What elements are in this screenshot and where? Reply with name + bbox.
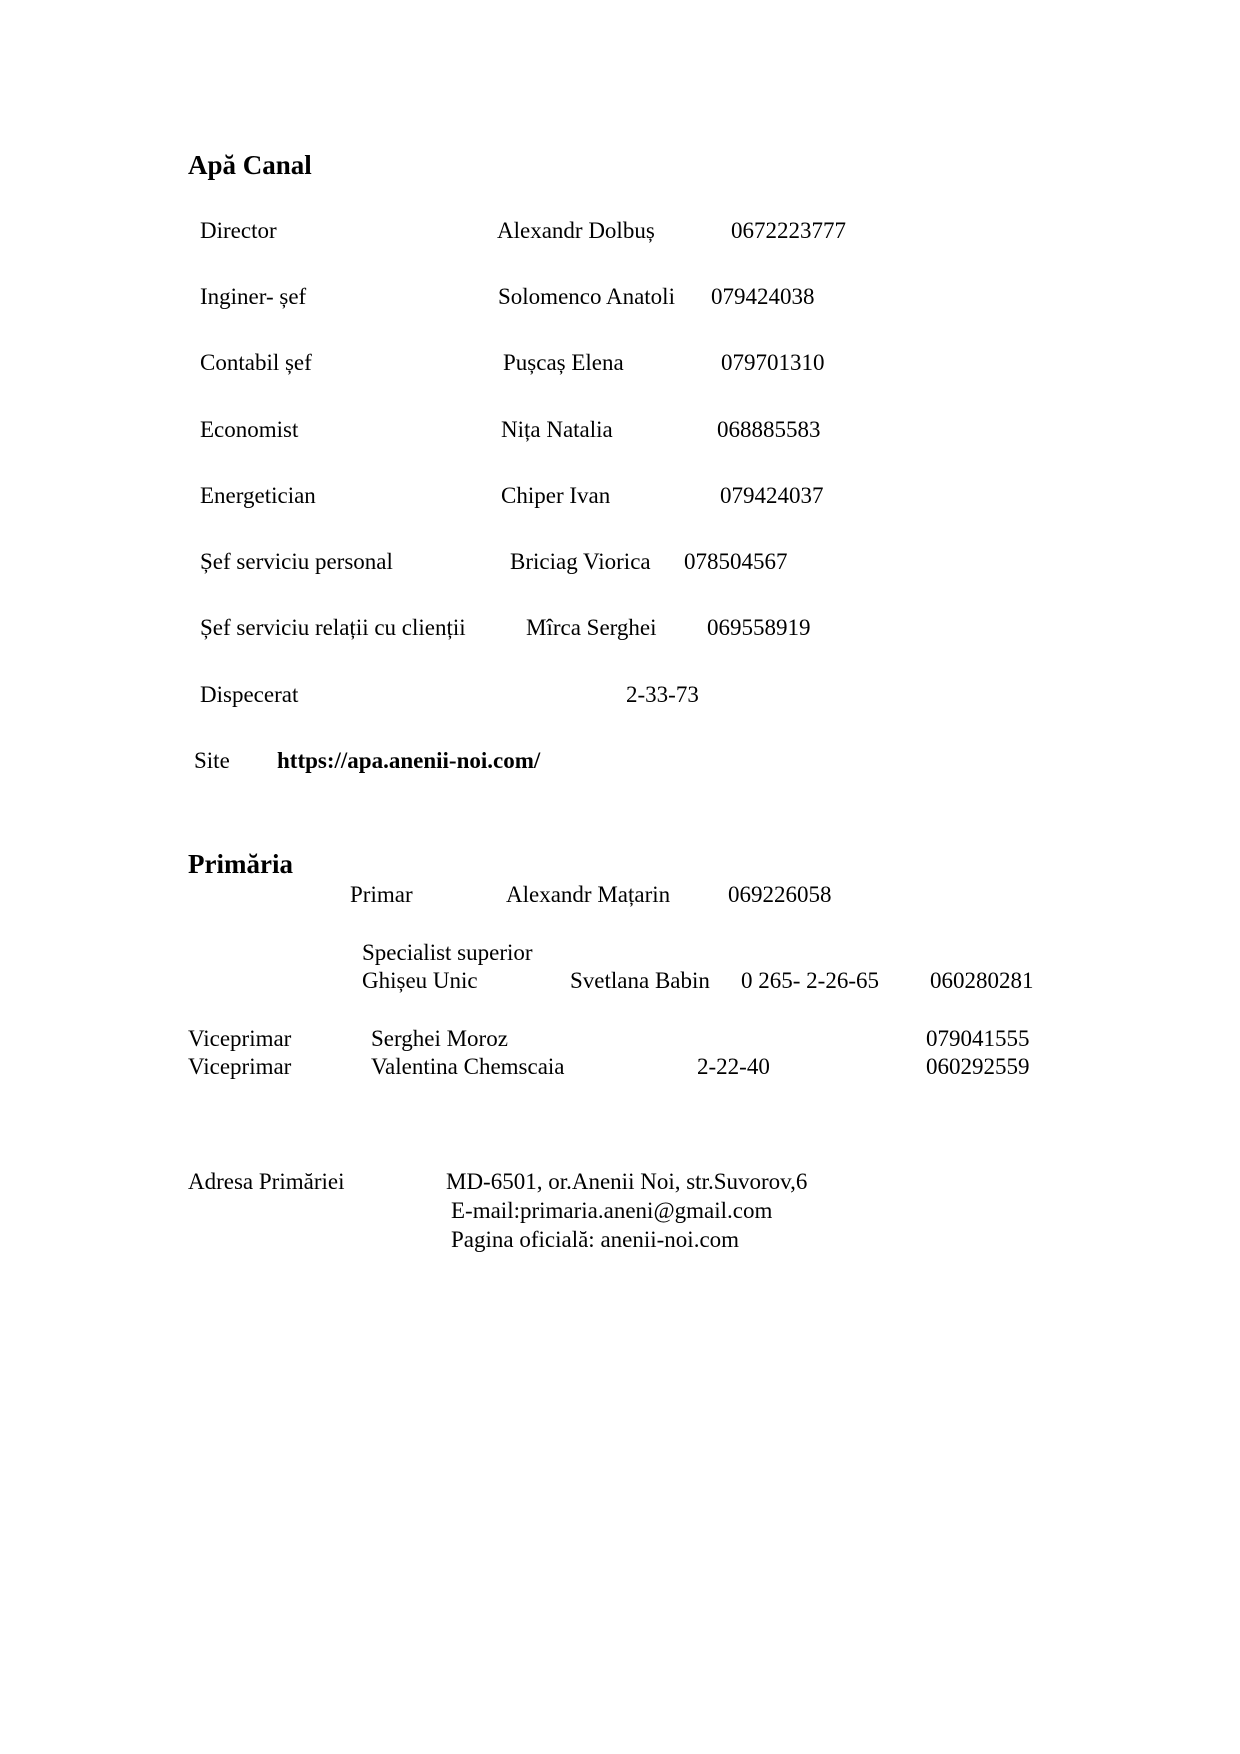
name-primar: Alexandr Mațarin bbox=[506, 882, 671, 907]
official-page-line[interactable]: Pagina oficială: anenii-noi.com bbox=[451, 1227, 740, 1252]
role-ghiseu-unic: Ghișeu Unic bbox=[362, 968, 478, 993]
site-link[interactable]: https://apa.anenii-noi.com/ bbox=[277, 748, 541, 773]
role-viceprimar-2: Viceprimar bbox=[188, 1054, 292, 1079]
name-sef-serviciu-personal: Briciag Viorica bbox=[510, 549, 651, 574]
phone-inginer-sef: 079424038 bbox=[711, 284, 815, 309]
role-primar: Primar bbox=[350, 882, 413, 907]
site-label: Site bbox=[194, 748, 230, 773]
name-viceprimar-1: Serghei Moroz bbox=[371, 1026, 508, 1051]
name-energetician: Chiper Ivan bbox=[501, 483, 611, 508]
address-line: MD-6501, or.Anenii Noi, str.Suvorov,6 bbox=[446, 1169, 808, 1194]
name-contabil-sef: Pușcaș Elena bbox=[503, 350, 624, 375]
name-viceprimar-2: Valentina Chemscaia bbox=[371, 1054, 565, 1079]
phone-sef-serviciu-personal: 078504567 bbox=[684, 549, 788, 574]
phone-director: 0672223777 bbox=[731, 218, 846, 243]
role-energetician: Energetician bbox=[200, 483, 316, 508]
name-economist: Nița Natalia bbox=[501, 417, 613, 442]
phone-contabil-sef: 079701310 bbox=[721, 350, 825, 375]
phone-sef-serviciu-relatii: 069558919 bbox=[707, 615, 811, 640]
role-specialist-superior: Specialist superior bbox=[362, 940, 533, 965]
role-director: Director bbox=[200, 218, 277, 243]
role-sef-serviciu-relatii: Șef serviciu relații cu clienții bbox=[200, 615, 466, 640]
phone-viceprimar-2: 2-22-40 bbox=[697, 1054, 770, 1079]
phone-economist: 068885583 bbox=[717, 417, 821, 442]
mobile-viceprimar-2: 060292559 bbox=[926, 1054, 1030, 1079]
role-dispecerat: Dispecerat bbox=[200, 682, 299, 707]
role-economist: Economist bbox=[200, 417, 299, 442]
name-inginer-sef: Solomenco Anatoli bbox=[498, 284, 675, 309]
phone-primar: 069226058 bbox=[728, 882, 832, 907]
phone-specialist: 0 265- 2-26-65 bbox=[741, 968, 879, 993]
section-title-apa-canal: Apă Canal bbox=[188, 150, 312, 180]
phone-energetician: 079424037 bbox=[720, 483, 824, 508]
mobile-viceprimar-1: 079041555 bbox=[926, 1026, 1030, 1051]
mobile-specialist: 060280281 bbox=[930, 968, 1034, 993]
section-title-primaria: Primăria bbox=[188, 849, 293, 879]
name-sef-serviciu-relatii: Mîrca Serghei bbox=[526, 615, 657, 640]
name-specialist: Svetlana Babin bbox=[570, 968, 710, 993]
phone-dispecerat: 2-33-73 bbox=[626, 682, 699, 707]
role-inginer-sef: Inginer- șef bbox=[200, 284, 307, 309]
role-viceprimar-1: Viceprimar bbox=[188, 1026, 292, 1051]
name-director: Alexandr Dolbuș bbox=[497, 218, 655, 243]
address-label: Adresa Primăriei bbox=[188, 1169, 345, 1194]
email-line[interactable]: E-mail:primaria.aneni@gmail.com bbox=[451, 1198, 773, 1223]
role-contabil-sef: Contabil șef bbox=[200, 350, 312, 375]
role-sef-serviciu-personal: Șef serviciu personal bbox=[200, 549, 393, 574]
